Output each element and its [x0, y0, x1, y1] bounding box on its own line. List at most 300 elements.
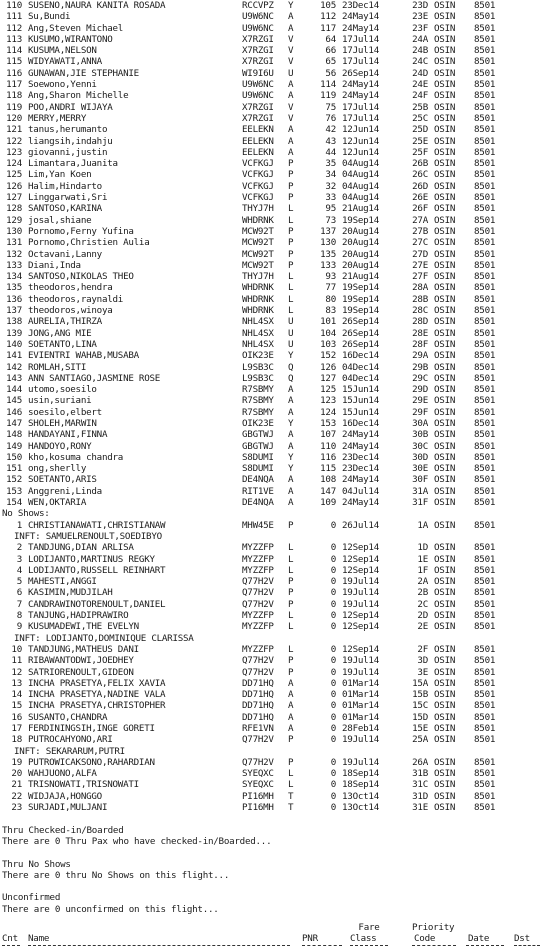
passenger-row: [0, 0, 550, 11]
flight-number: 8501: [474, 768, 496, 780]
flight-number: 8501: [474, 587, 496, 599]
sequence-number: 33: [325, 192, 336, 204]
flight-number: 8501: [474, 610, 496, 622]
flight-number: 8501: [474, 22, 496, 34]
flight-number: 8501: [474, 395, 496, 407]
flight-number: 8501: [474, 384, 496, 396]
passenger-row: [0, 282, 550, 293]
sequence-number: 124: [320, 406, 336, 418]
flight-number: 8501: [474, 734, 496, 746]
row-number: 8: [16, 610, 22, 622]
destination: OSIN: [434, 101, 456, 113]
destination: OSIN: [434, 451, 456, 463]
thru-noshow-text: There are 0 thru No Shows on this flight...: [2, 869, 230, 881]
flight-number: 8501: [474, 192, 496, 204]
flight-number: 8501: [474, 440, 496, 452]
destination: OSIN: [434, 723, 456, 734]
passenger-row: [0, 260, 550, 271]
seat-number: 2C: [417, 598, 428, 610]
pnr-code: Q77H2V: [242, 587, 274, 599]
fare-class: V: [288, 45, 294, 57]
row-number: 16: [11, 711, 22, 723]
booking-date: 12Sep14: [342, 643, 379, 655]
destination: OSIN: [434, 350, 456, 362]
fare-class: P: [288, 237, 294, 249]
flight-number: 8501: [474, 474, 496, 486]
passenger-name: giovanni,justin: [28, 146, 108, 158]
destination: OSIN: [434, 790, 456, 802]
pnr-code: RCCVPZ: [242, 0, 274, 11]
passenger-name: SURJADI,MULJANI: [28, 802, 108, 814]
passenger-row: [0, 203, 550, 214]
seat-number: 15A: [412, 677, 428, 689]
seat-number: 31A: [412, 485, 428, 497]
pnr-code: PI16MH: [242, 790, 274, 802]
seat-number: 15D: [412, 711, 428, 723]
row-number: 4: [16, 564, 22, 576]
destination: OSIN: [434, 305, 456, 317]
seat-number: 2D: [417, 610, 428, 622]
fare-class: A: [288, 711, 294, 723]
row-number: 146: [6, 406, 22, 418]
no-show-row: [0, 610, 550, 621]
booking-date: 17Jul14: [342, 45, 379, 57]
pnr-code: Q77H2V: [242, 756, 274, 768]
booking-date: 13Oct14: [342, 790, 379, 802]
fare-class: L: [288, 768, 294, 780]
pnr-code: MYZZFP: [242, 542, 274, 554]
seat-number: 15C: [412, 700, 428, 712]
booking-date: 04Aug14: [342, 180, 379, 192]
destination: OSIN: [434, 11, 456, 23]
seat-number: 25F: [412, 146, 428, 158]
no-show-row: [0, 667, 550, 678]
destination: OSIN: [434, 56, 456, 68]
sequence-number: 108: [320, 474, 336, 486]
passenger-row: [0, 429, 550, 440]
fare-class: A: [288, 79, 294, 91]
passenger-row: [0, 441, 550, 452]
passenger-name: Soewono,Yenni: [28, 79, 97, 91]
sequence-number: 0: [330, 564, 336, 576]
passenger-name: usin,suriani: [28, 395, 92, 407]
booking-date: 20Aug14: [342, 259, 379, 271]
row-number: 114: [6, 45, 22, 57]
fare-class: L: [288, 305, 294, 317]
fare-class: A: [288, 124, 294, 136]
flight-number: 8501: [474, 305, 496, 317]
pnr-code: X7RZGI: [242, 101, 274, 113]
fare-class: A: [288, 700, 294, 712]
destination: OSIN: [434, 259, 456, 271]
booking-date: 12Jun14: [342, 135, 379, 147]
pnr-code: X7RZGI: [242, 112, 274, 124]
pnr-code: U9W6NC: [242, 22, 274, 34]
booking-date: 15Jun14: [342, 384, 379, 396]
fare-class: T: [288, 802, 294, 814]
fare-class: P: [288, 655, 294, 667]
passenger-row: [0, 226, 550, 237]
flight-number: 8501: [474, 406, 496, 418]
passenger-name: SOETANTO,ARIS: [28, 474, 97, 486]
row-number: 136: [6, 293, 22, 305]
passenger-name: Diani,Inda: [28, 259, 81, 271]
flight-number: 8501: [474, 779, 496, 791]
row-number: 137: [6, 305, 22, 317]
booking-date: 21Aug14: [342, 203, 379, 215]
seat-number: 26E: [412, 192, 428, 204]
seat-number: 28B: [412, 293, 428, 305]
row-number: 138: [6, 316, 22, 328]
sequence-number: 101: [320, 316, 336, 328]
booking-date: 20Aug14: [342, 225, 379, 237]
passenger-name: WEN,OKTARIA: [28, 497, 87, 509]
underline-code: [412, 945, 456, 946]
passenger-row: [0, 215, 550, 226]
pnr-code: EELEKN: [242, 146, 274, 158]
seat-number: 27D: [412, 248, 428, 260]
fare-class: P: [288, 259, 294, 271]
destination: OSIN: [434, 519, 456, 531]
flight-number: 8501: [474, 361, 496, 373]
booking-date: 17Jul14: [342, 33, 379, 45]
flight-number: 8501: [474, 643, 496, 655]
flight-number: 8501: [474, 338, 496, 350]
no-show-row: [0, 779, 550, 790]
fare-class: P: [288, 598, 294, 610]
destination: OSIN: [434, 203, 456, 215]
passenger-row: [0, 147, 550, 158]
pnr-code: MYZZFP: [242, 643, 274, 655]
pnr-code: NHL4SX: [242, 327, 274, 339]
pnr-code: R7SBMY: [242, 406, 274, 418]
destination: OSIN: [434, 124, 456, 136]
pnr-code: MYZZFP: [242, 621, 274, 633]
passenger-row: [0, 169, 550, 180]
infant-name: INFT: SAMUELRENOULT,SOEDIBYO: [14, 530, 162, 542]
booking-date: 04Dec14: [342, 361, 379, 373]
pnr-code: VCFKGJ: [242, 180, 274, 192]
passenger-row: [0, 181, 550, 192]
destination: OSIN: [434, 564, 456, 576]
flight-number: 8501: [474, 677, 496, 689]
sequence-number: 0: [330, 519, 336, 531]
sequence-number: 0: [330, 587, 336, 599]
flight-number: 8501: [474, 158, 496, 170]
seat-number: 25D: [412, 124, 428, 136]
booking-date: 15Jun14: [342, 395, 379, 407]
booking-date: 19Sep14: [342, 214, 379, 226]
fare-class: L: [288, 214, 294, 226]
passenger-name: liangsih,indahju: [28, 135, 113, 147]
infant-row: [0, 746, 550, 757]
fare-class: Y: [288, 350, 294, 362]
destination: OSIN: [434, 22, 456, 34]
passenger-name: Limantara,Juanita: [28, 158, 118, 170]
fare-class: A: [288, 11, 294, 23]
row-number: 14: [11, 689, 22, 701]
passenger-row: [0, 339, 550, 350]
infant-row: [0, 531, 550, 542]
fare-class: L: [288, 643, 294, 655]
pnr-code: NHL4SX: [242, 316, 274, 328]
flight-number: 8501: [474, 700, 496, 712]
seat-number: 26C: [412, 169, 428, 181]
row-number: 150: [6, 451, 22, 463]
destination: OSIN: [434, 440, 456, 452]
fare-class: P: [288, 180, 294, 192]
passenger-name: TANDJUNG,MATHEUS DANI: [28, 643, 139, 655]
booking-date: 16Dec14: [342, 417, 379, 429]
pnr-code: VCFKGJ: [242, 192, 274, 204]
fare-class: A: [288, 90, 294, 102]
seat-number: 15B: [412, 689, 428, 701]
destination: OSIN: [434, 169, 456, 181]
booking-date: 19Sep14: [342, 282, 379, 294]
row-number: 5: [16, 576, 22, 588]
passenger-name: KUSUMADEWI,THE EVELYN: [28, 621, 139, 633]
seat-number: 23D: [412, 0, 428, 11]
destination: OSIN: [434, 802, 456, 814]
pnr-code: Q77H2V: [242, 576, 274, 588]
booking-date: 04Aug14: [342, 192, 379, 204]
passenger-row: [0, 305, 550, 316]
passenger-name: Linggarwati,Sri: [28, 192, 108, 204]
flight-number: 8501: [474, 417, 496, 429]
flight-number: 8501: [474, 655, 496, 667]
pnr-code: DE4NQA: [242, 474, 274, 486]
fare-class: P: [288, 519, 294, 531]
passenger-name: MERRY,MERRY: [28, 112, 87, 124]
destination: OSIN: [434, 417, 456, 429]
underline-pnr: [302, 945, 342, 946]
no-show-row: [0, 689, 550, 700]
passenger-row: [0, 395, 550, 406]
no-show-row: [0, 700, 550, 711]
seat-number: 29D: [412, 384, 428, 396]
passenger-name: PUTROWICAKSONO,RAHARDIAN: [28, 756, 155, 768]
booking-date: 23Dec14: [342, 0, 379, 11]
destination: OSIN: [434, 474, 456, 486]
destination: OSIN: [434, 598, 456, 610]
row-number: 13: [11, 677, 22, 689]
seat-number: 29A: [412, 350, 428, 362]
flight-number: 8501: [474, 485, 496, 497]
seat-number: 1F: [417, 564, 428, 576]
no-show-row: [0, 520, 550, 531]
sequence-number: 80: [325, 293, 336, 305]
passenger-name: INCHA PRASETYA,CHRISTOPHER: [28, 700, 166, 712]
seat-number: 23F: [412, 22, 428, 34]
destination: OSIN: [434, 338, 456, 350]
sequence-number: 32: [325, 180, 336, 192]
fare-class: L: [288, 282, 294, 294]
header-class: Class: [350, 933, 377, 945]
passenger-name: ong,sherlly: [28, 463, 87, 475]
fare-class: P: [288, 756, 294, 768]
seat-number: 26B: [412, 158, 428, 170]
passenger-row: [0, 249, 550, 260]
passenger-row: [0, 350, 550, 361]
sequence-number: 0: [330, 643, 336, 655]
seat-number: 24C: [412, 56, 428, 68]
pnr-code: R7SBMY: [242, 395, 274, 407]
booking-date: 20Aug14: [342, 248, 379, 260]
row-number: 143: [6, 372, 22, 384]
infant-name: INFT: LODIJANTO,DOMINIQUE CLARISSA: [14, 632, 194, 644]
sequence-number: 119: [320, 90, 336, 102]
destination: OSIN: [434, 79, 456, 91]
unconfirmed-title: Unconfirmed: [2, 892, 61, 904]
booking-date: 19Jul14: [342, 576, 379, 588]
row-number: 147: [6, 417, 22, 429]
pnr-code: Q77H2V: [242, 666, 274, 678]
passenger-name: TRISNOWATI,TRISNOWATI: [28, 779, 139, 791]
booking-date: 17Jul14: [342, 112, 379, 124]
pnr-code: S8DUMI: [242, 463, 274, 475]
flight-number: 8501: [474, 519, 496, 531]
pnr-code: WHDRNK: [242, 293, 274, 305]
sequence-number: 95: [325, 203, 336, 215]
passenger-row: [0, 158, 550, 169]
infant-name: INFT: SEKARARUM,PUTRI: [14, 745, 125, 757]
passenger-row: [0, 237, 550, 248]
seat-number: 25A: [412, 734, 428, 746]
sequence-number: 112: [320, 11, 336, 23]
sequence-number: 153: [320, 417, 336, 429]
seat-number: 27F: [412, 271, 428, 283]
seat-number: 26D: [412, 180, 428, 192]
no-show-row: [0, 542, 550, 553]
sequence-number: 127: [320, 372, 336, 384]
fare-class: U: [288, 67, 294, 79]
passenger-row: [0, 486, 550, 497]
sequence-number: 0: [330, 723, 336, 734]
sequence-number: 110: [320, 440, 336, 452]
passenger-row: [0, 407, 550, 418]
passenger-row: [0, 373, 550, 384]
flight-number: 8501: [474, 372, 496, 384]
passenger-name: INCHA PRASETYA,FELIX XAVIA: [28, 677, 166, 689]
row-number: 121: [6, 124, 22, 136]
seat-number: 26F: [412, 203, 428, 215]
row-number: 21: [11, 779, 22, 791]
flight-number: 8501: [474, 248, 496, 260]
pnr-code: MCW92T: [242, 237, 274, 249]
passenger-name: TANDJUNG,DIAN ARLISA: [28, 542, 134, 554]
passenger-name: theodoros,winoya: [28, 305, 113, 317]
destination: OSIN: [434, 158, 456, 170]
passenger-row: [0, 497, 550, 508]
booking-date: 04Aug14: [342, 169, 379, 181]
destination: OSIN: [434, 384, 456, 396]
passenger-name: Ang,Sharon Michelle: [28, 90, 129, 102]
row-number: 6: [16, 587, 22, 599]
sequence-number: 77: [325, 282, 336, 294]
flight-number: 8501: [474, 33, 496, 45]
row-number: 2: [16, 542, 22, 554]
fare-class: L: [288, 271, 294, 283]
passenger-name: SANTOSO,NIKOLAS THEO: [28, 271, 134, 283]
destination: OSIN: [434, 112, 456, 124]
passenger-row: [0, 384, 550, 395]
passenger-name: utomo,soesilo: [28, 384, 97, 396]
destination: OSIN: [434, 610, 456, 622]
passenger-name: CHRISTIANAWATI,CHRISTIANAW: [28, 519, 166, 531]
flight-number: 8501: [474, 112, 496, 124]
row-number: 115: [6, 56, 22, 68]
booking-date: 24May14: [342, 22, 379, 34]
flight-number: 8501: [474, 203, 496, 215]
seat-number: 30B: [412, 429, 428, 441]
passenger-row: [0, 23, 550, 34]
pnr-code: Q77H2V: [242, 734, 274, 746]
booking-date: 28Feb14: [342, 723, 379, 734]
passenger-name: LODIJANTO,MARTINUS REGKY: [28, 553, 155, 565]
pnr-code: PI16MH: [242, 802, 274, 814]
row-number: 142: [6, 361, 22, 373]
pnr-code: MCW92T: [242, 225, 274, 237]
row-number: 131: [6, 237, 22, 249]
fare-class: L: [288, 610, 294, 622]
passenger-row: [0, 79, 550, 90]
booking-date: 01Mar14: [342, 689, 379, 701]
passenger-name: SOETANTO,LINA: [28, 338, 97, 350]
header-fare: Fare: [358, 922, 380, 934]
flight-number: 8501: [474, 214, 496, 226]
booking-date: 15Jun14: [342, 406, 379, 418]
pnr-code: DE4NQA: [242, 497, 274, 509]
destination: OSIN: [434, 542, 456, 554]
sequence-number: 0: [330, 553, 336, 565]
destination: OSIN: [434, 621, 456, 633]
fare-class: A: [288, 146, 294, 158]
booking-date: 16Dec14: [342, 350, 379, 362]
seat-number: 24B: [412, 45, 428, 57]
booking-date: 04Jul14: [342, 485, 379, 497]
destination: OSIN: [434, 271, 456, 283]
passenger-name: HANDOYO,RONY: [28, 440, 92, 452]
flight-number: 8501: [474, 711, 496, 723]
passenger-name: ANN SANTIAGO,JASMINE ROSE: [28, 372, 161, 384]
destination: OSIN: [434, 576, 456, 588]
row-number: 23: [11, 802, 22, 814]
seat-number: 30F: [412, 474, 428, 486]
seat-number: 28D: [412, 316, 428, 328]
no-show-row: [0, 802, 550, 813]
pnr-code: THYJ7H: [242, 203, 274, 215]
flight-number: 8501: [474, 756, 496, 768]
destination: OSIN: [434, 214, 456, 226]
flight-number: 8501: [474, 282, 496, 294]
passenger-name: LODIJANTO,RUSSELL REINHART: [28, 564, 166, 576]
no-show-row: [0, 723, 550, 734]
passenger-name: RIBAWANTODWI,JOEDHEY: [28, 655, 134, 667]
pnr-code: MYZZFP: [242, 553, 274, 565]
seat-number: 29B: [412, 361, 428, 373]
passenger-row: [0, 463, 550, 474]
seat-number: 3D: [417, 655, 428, 667]
fare-class: P: [288, 169, 294, 181]
booking-date: 12Sep14: [342, 542, 379, 554]
pnr-code: OIK23E: [242, 350, 274, 362]
booking-date: 18Sep14: [342, 779, 379, 791]
row-number: 20: [11, 768, 22, 780]
fare-class: P: [288, 666, 294, 678]
no-show-row: [0, 599, 550, 610]
sequence-number: 0: [330, 655, 336, 667]
column-headers: [0, 919, 550, 949]
